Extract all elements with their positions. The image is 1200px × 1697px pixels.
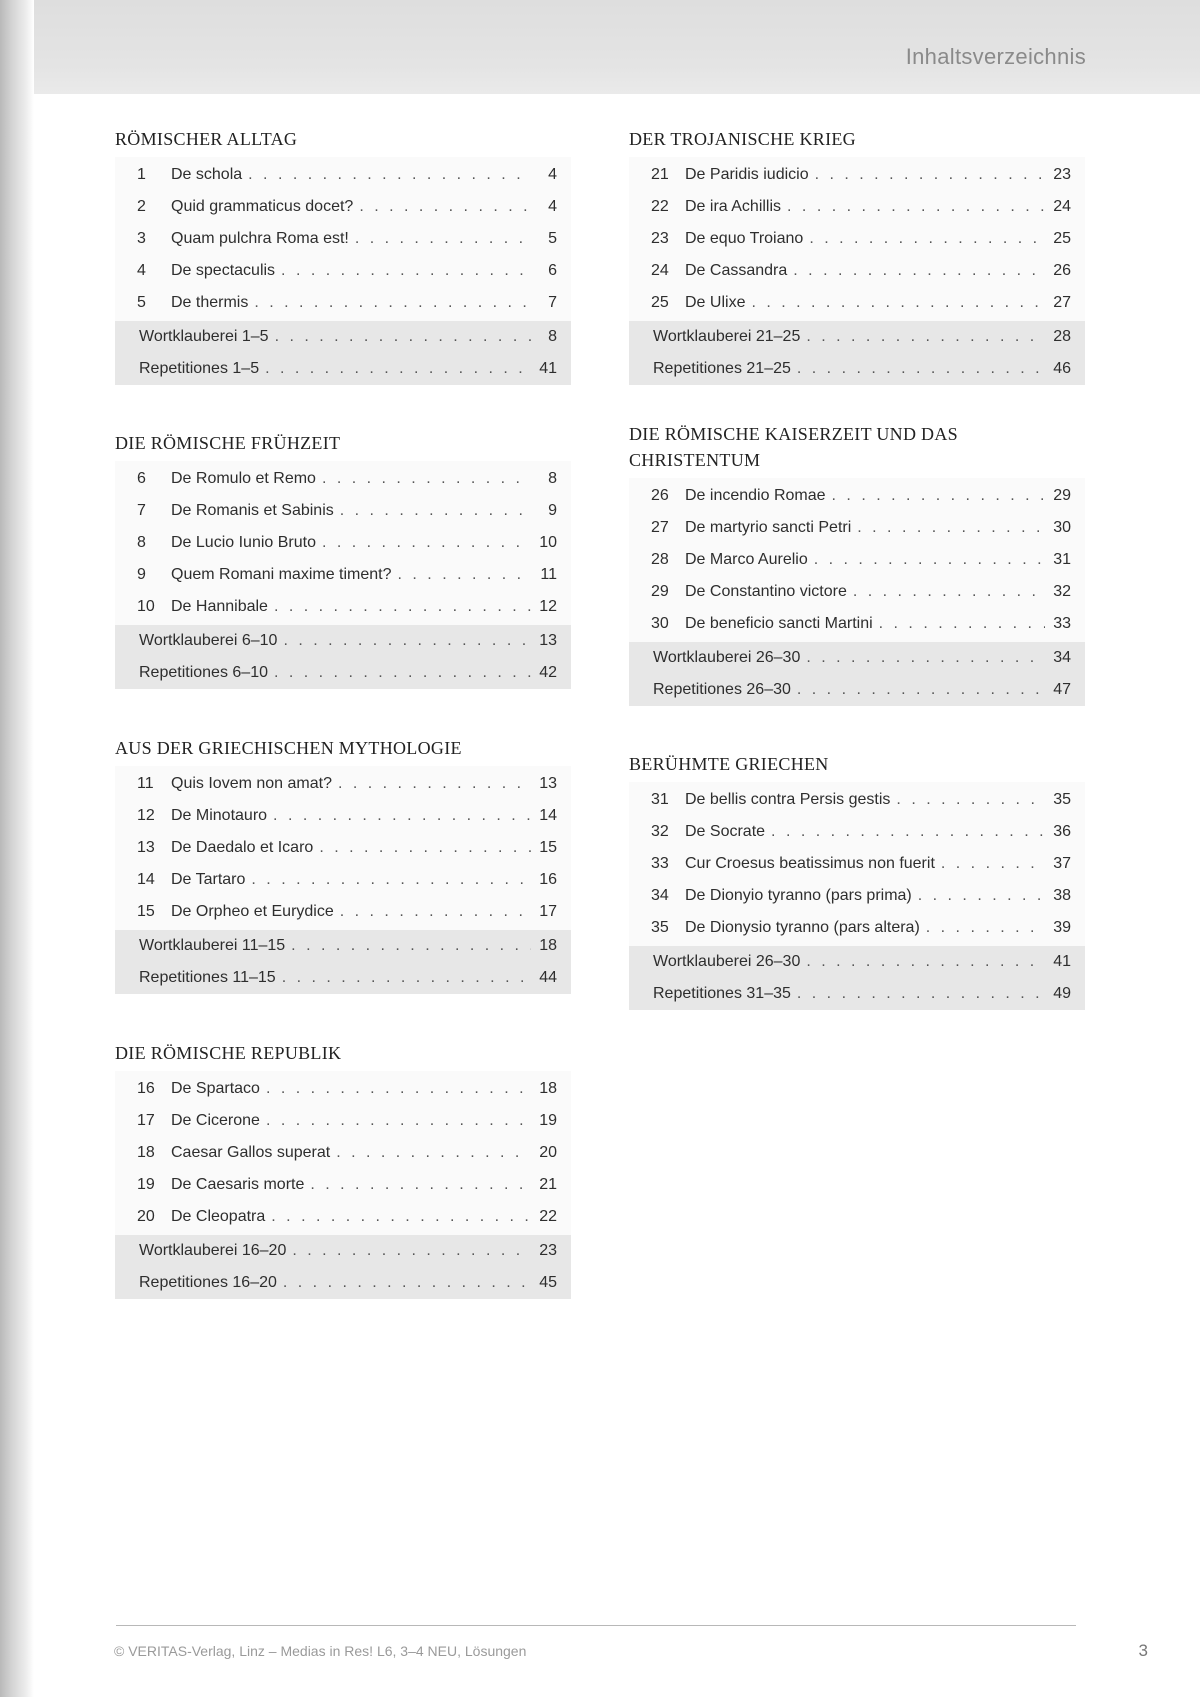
chapter-title: De Daedalo et Icaro <box>171 839 314 856</box>
chapter-list <box>629 478 1085 642</box>
chapter-number: 29 <box>651 583 669 600</box>
page-number: 34 <box>1053 649 1071 666</box>
page-number: 8 <box>548 470 557 487</box>
chapter-number: 8 <box>137 534 146 551</box>
chapter-title: De beneficio sancti Martini <box>685 615 873 632</box>
chapter-number: 13 <box>137 839 155 856</box>
header-title: Inhaltsverzeichnis <box>905 44 1086 69</box>
chapter-number: 16 <box>137 1080 155 1097</box>
dot-leader <box>797 978 1045 1010</box>
page-number: 49 <box>1053 985 1071 1002</box>
chapter-title: De Hannibale <box>171 598 268 615</box>
chapter-title: De Cassandra <box>685 262 788 279</box>
chapter-title: Quis Iovem non amat? <box>171 775 332 792</box>
toc-entry[interactable] <box>629 912 1085 944</box>
toc-entry[interactable] <box>115 1105 571 1137</box>
chapter-number: 28 <box>651 551 669 568</box>
review-list <box>115 930 571 994</box>
chapter-number: 33 <box>651 855 669 872</box>
review-title: Repetitiones 26–30 <box>653 681 791 698</box>
dot-leader <box>814 544 1045 576</box>
toc-entry[interactable] <box>115 1137 571 1169</box>
dot-leader <box>398 559 531 591</box>
toc-entry[interactable] <box>115 159 571 191</box>
dot-leader <box>254 287 531 319</box>
chapter-title: Quam pulchra Roma est! <box>171 230 349 247</box>
toc-section <box>115 430 571 689</box>
chapter-title: De spectaculis <box>171 262 276 279</box>
toc-entry[interactable] <box>115 800 571 832</box>
chapter-number: 32 <box>651 823 669 840</box>
section-box <box>115 1071 571 1299</box>
toc-entry[interactable] <box>629 816 1085 848</box>
toc-review-entry[interactable] <box>115 353 571 385</box>
page-number: 42 <box>539 664 557 681</box>
dot-leader <box>251 864 531 896</box>
page-header <box>34 0 1200 94</box>
dot-leader <box>879 608 1045 640</box>
dot-leader <box>918 880 1045 912</box>
chapter-number: 34 <box>651 887 669 904</box>
dot-leader <box>319 832 531 864</box>
section-title: DER TROJANISCHE KRIEG <box>629 129 856 149</box>
page-number: 31 <box>1053 551 1071 568</box>
chapter-title: Quem Romani maxime timent? <box>171 566 392 583</box>
review-list <box>115 1235 571 1299</box>
chapter-list <box>115 157 571 321</box>
dot-leader <box>275 321 531 353</box>
section-title: DIE RÖMISCHE REPUBLIK <box>115 1043 342 1063</box>
dot-leader <box>291 930 531 962</box>
page-number: 14 <box>539 807 557 824</box>
toc-entry[interactable] <box>115 495 571 527</box>
toc-review-entry[interactable] <box>115 657 571 689</box>
toc-entry[interactable] <box>115 223 571 255</box>
dot-leader <box>787 191 1045 223</box>
page-number: 7 <box>548 294 557 311</box>
toc-entry[interactable] <box>629 287 1085 319</box>
page-number: 16 <box>539 871 557 888</box>
chapter-number: 5 <box>137 294 146 311</box>
chapter-title: De Caesaris morte <box>171 1176 305 1193</box>
dot-leader <box>322 527 531 559</box>
toc-entry[interactable] <box>629 255 1085 287</box>
dot-leader <box>340 896 531 928</box>
page-number: 23 <box>539 1242 557 1259</box>
toc-section <box>629 126 1085 385</box>
toc-entry[interactable] <box>629 544 1085 576</box>
section-box <box>629 478 1085 706</box>
chapter-number: 31 <box>651 791 669 808</box>
page-number: 26 <box>1053 262 1071 279</box>
dot-leader <box>322 463 531 495</box>
toc-entry[interactable] <box>115 527 571 559</box>
chapter-number: 11 <box>137 775 154 792</box>
page-number: 47 <box>1053 681 1071 698</box>
chapter-number: 22 <box>651 198 669 215</box>
footer-copyright: © VERITAS-Verlag, Linz – Medias in Res! L6, 3–4 NEU, Lösungen <box>114 1643 527 1659</box>
review-list <box>115 321 571 385</box>
review-list <box>115 625 571 689</box>
chapter-title: Caesar Gallos superat <box>171 1144 331 1161</box>
chapter-number: 27 <box>651 519 669 536</box>
page-number: 27 <box>1053 294 1071 311</box>
toc-entry[interactable] <box>629 512 1085 544</box>
review-title: Wortklauberei 21–25 <box>653 328 801 345</box>
page-number: 10 <box>539 534 557 551</box>
page-number: 18 <box>539 937 557 954</box>
chapter-number: 14 <box>137 871 155 888</box>
toc-review-entry[interactable] <box>629 674 1085 706</box>
dot-leader <box>274 591 531 623</box>
section-box <box>115 766 571 994</box>
page-number: 37 <box>1053 855 1071 872</box>
section-box <box>629 157 1085 385</box>
dot-leader <box>806 642 1045 674</box>
dot-leader <box>806 946 1045 978</box>
chapter-number: 10 <box>137 598 155 615</box>
toc-review-entry[interactable] <box>629 353 1085 385</box>
toc-review-entry[interactable] <box>629 946 1085 978</box>
review-title: Wortklauberei 6–10 <box>139 632 278 649</box>
chapter-number: 9 <box>137 566 146 583</box>
page-number: 18 <box>539 1080 557 1097</box>
footer-divider <box>116 1625 1076 1626</box>
dot-leader <box>292 1235 531 1267</box>
chapter-title: De martyrio sancti Petri <box>685 519 852 536</box>
toc-entry[interactable] <box>115 287 571 319</box>
chapter-number: 24 <box>651 262 669 279</box>
toc-entry[interactable] <box>115 591 571 623</box>
chapter-title: De Tartaro <box>171 871 246 888</box>
toc-entry[interactable] <box>115 255 571 287</box>
dot-leader <box>359 191 531 223</box>
dot-leader <box>857 512 1045 544</box>
dot-leader <box>896 784 1045 816</box>
page-number: 30 <box>1053 519 1071 536</box>
chapter-number: 26 <box>651 487 669 504</box>
dot-leader <box>797 353 1045 385</box>
chapter-title: De Dionyio tyranno (pars prima) <box>685 887 912 904</box>
chapter-title: Quid grammaticus docet? <box>171 198 354 215</box>
scan-shadow <box>0 0 34 1697</box>
chapter-number: 25 <box>651 294 669 311</box>
dot-leader <box>832 480 1045 512</box>
toc-entry[interactable] <box>115 1169 571 1201</box>
dot-leader <box>273 800 531 832</box>
dot-leader <box>265 353 531 385</box>
toc-entry[interactable] <box>115 832 571 864</box>
toc-entry[interactable] <box>115 864 571 896</box>
page-number: 4 <box>548 166 557 183</box>
toc-entry[interactable] <box>629 576 1085 608</box>
page-number: 46 <box>1053 360 1071 377</box>
page-number: 23 <box>1053 166 1071 183</box>
chapter-title: De Marco Aurelio <box>685 551 808 568</box>
footer-page-number: 3 <box>1138 1641 1148 1660</box>
page-number: 15 <box>539 839 557 856</box>
toc-review-entry[interactable] <box>115 1235 571 1267</box>
dot-leader <box>797 674 1045 706</box>
dot-leader <box>282 962 531 994</box>
dot-leader <box>266 1105 531 1137</box>
toc-review-entry[interactable] <box>115 321 571 353</box>
toc-entry[interactable] <box>115 463 571 495</box>
dot-leader <box>751 287 1045 319</box>
chapter-title: De Paridis iudicio <box>685 166 809 183</box>
chapter-title: De schola <box>171 166 243 183</box>
toc-section <box>115 1040 571 1299</box>
review-list <box>629 321 1085 385</box>
chapter-list <box>115 1071 571 1235</box>
toc-entry[interactable] <box>629 223 1085 255</box>
section-title: AUS DER GRIECHISCHEN MYTHOLOGIE <box>115 738 462 758</box>
chapter-number: 2 <box>137 198 146 215</box>
toc-entry[interactable] <box>115 1073 571 1105</box>
page-number: 35 <box>1053 791 1071 808</box>
toc-entry[interactable] <box>115 1201 571 1233</box>
dot-leader <box>310 1169 531 1201</box>
toc-entry[interactable] <box>629 608 1085 640</box>
chapter-title: De incendio Romae <box>685 487 826 504</box>
section-title: DIE RÖMISCHE FRÜHZEIT <box>115 433 341 453</box>
page-number: 8 <box>548 328 557 345</box>
toc-entry[interactable] <box>629 159 1085 191</box>
page-number: 6 <box>548 262 557 279</box>
page-number: 24 <box>1053 198 1071 215</box>
chapter-number: 35 <box>651 919 669 936</box>
chapter-title: Cur Croesus beatissimus non fuerit <box>685 855 935 872</box>
chapter-number: 18 <box>137 1144 155 1161</box>
dot-leader <box>355 223 531 255</box>
page-number: 19 <box>539 1112 557 1129</box>
dot-leader <box>771 816 1045 848</box>
chapter-title: De thermis <box>171 294 249 311</box>
chapter-list <box>115 461 571 625</box>
review-title: Wortklauberei 11–15 <box>139 937 286 954</box>
review-title: Repetitiones 16–20 <box>139 1274 277 1291</box>
section-box <box>115 461 571 689</box>
dot-leader <box>281 255 531 287</box>
review-title: Repetitiones 21–25 <box>653 360 791 377</box>
chapter-title: De Socrate <box>685 823 766 840</box>
page-number: 41 <box>539 360 557 377</box>
page-number: 17 <box>539 903 557 920</box>
page-number: 9 <box>548 502 557 519</box>
page-number: 11 <box>540 566 557 583</box>
review-title: Repetitiones 31–35 <box>653 985 791 1002</box>
chapter-title: De equo Troiano <box>685 230 804 247</box>
toc-review-entry[interactable] <box>115 625 571 657</box>
dot-leader <box>340 495 531 527</box>
toc-review-entry[interactable] <box>115 962 571 994</box>
toc-review-entry[interactable] <box>629 321 1085 353</box>
toc-review-entry[interactable] <box>115 1267 571 1299</box>
page-number: 44 <box>539 969 557 986</box>
dot-leader <box>793 255 1045 287</box>
dot-leader <box>336 1137 531 1169</box>
toc-entry[interactable] <box>115 896 571 928</box>
toc-review-entry[interactable] <box>629 978 1085 1010</box>
page-number: 20 <box>539 1144 557 1161</box>
chapter-number: 17 <box>137 1112 155 1129</box>
chapter-list <box>629 782 1085 946</box>
toc-entry[interactable] <box>115 559 571 591</box>
review-title: Wortklauberei 1–5 <box>139 328 269 345</box>
dot-leader <box>283 625 531 657</box>
chapter-number: 20 <box>137 1208 155 1225</box>
chapter-title: De ira Achillis <box>685 198 782 215</box>
chapter-number: 1 <box>137 166 146 183</box>
page-number: 13 <box>539 632 557 649</box>
dot-leader <box>248 159 531 191</box>
page-number: 41 <box>1053 953 1071 970</box>
section-title: RÖMISCHER ALLTAG <box>115 129 298 149</box>
dot-leader <box>853 576 1045 608</box>
chapter-number: 30 <box>651 615 669 632</box>
page-number: 36 <box>1053 823 1071 840</box>
page-number: 25 <box>1053 230 1071 247</box>
review-title: Repetitiones 11–15 <box>139 969 276 986</box>
page-number: 33 <box>1053 615 1071 632</box>
chapter-title: De Ulixe <box>685 294 746 311</box>
review-title: Wortklauberei 26–30 <box>653 649 801 666</box>
chapter-title: De Cleopatra <box>171 1208 266 1225</box>
page-number: 38 <box>1053 887 1071 904</box>
chapter-number: 19 <box>137 1176 155 1193</box>
page-number: 29 <box>1053 487 1071 504</box>
dot-leader <box>271 1201 531 1233</box>
dot-leader <box>815 159 1045 191</box>
page-number: 45 <box>539 1274 557 1291</box>
chapter-title: De Constantino victore <box>685 583 847 600</box>
toc-section <box>629 421 1085 706</box>
chapter-number: 15 <box>137 903 155 920</box>
toc-entry[interactable] <box>629 480 1085 512</box>
toc-section <box>115 126 571 385</box>
chapter-title: De Romulo et Remo <box>171 470 316 487</box>
chapter-number: 7 <box>137 502 146 519</box>
page-number: 12 <box>539 598 557 615</box>
toc-entry[interactable] <box>115 191 571 223</box>
page-number: 28 <box>1053 328 1071 345</box>
chapter-title: De Orpheo et Eurydice <box>171 903 334 920</box>
chapter-list <box>115 766 571 930</box>
section-title: DIE RÖMISCHE KAISERZEIT UND DAS CHRISTENTUM <box>629 424 958 470</box>
page-number: 21 <box>539 1176 557 1193</box>
dot-leader <box>338 768 531 800</box>
toc-entry[interactable] <box>115 768 571 800</box>
toc-entry[interactable] <box>629 880 1085 912</box>
dot-leader <box>274 657 531 689</box>
chapter-number: 12 <box>137 807 155 824</box>
chapter-number: 23 <box>651 230 669 247</box>
dot-leader <box>806 321 1045 353</box>
page-number: 39 <box>1053 919 1071 936</box>
chapter-list <box>629 157 1085 321</box>
chapter-number: 6 <box>137 470 146 487</box>
page-number: 5 <box>548 230 557 247</box>
chapter-title: De Spartaco <box>171 1080 260 1097</box>
review-list <box>629 946 1085 1010</box>
toc-section <box>115 735 571 994</box>
review-title: Wortklauberei 16–20 <box>139 1242 287 1259</box>
chapter-number: 4 <box>137 262 146 279</box>
toc-entry[interactable] <box>629 191 1085 223</box>
chapter-title: De Minotauro <box>171 807 268 824</box>
toc-review-entry[interactable] <box>629 642 1085 674</box>
dot-leader <box>941 848 1045 880</box>
dot-leader <box>926 912 1045 944</box>
dot-leader <box>283 1267 531 1299</box>
toc-entry[interactable] <box>629 848 1085 880</box>
review-title: Repetitiones 1–5 <box>139 360 260 377</box>
chapter-title: De Lucio Iunio Bruto <box>171 534 316 551</box>
page-number: 4 <box>548 198 557 215</box>
dot-leader <box>266 1073 531 1105</box>
chapter-number: 21 <box>651 166 669 183</box>
chapter-title: De Dionysio tyranno (pars altera) <box>685 919 920 936</box>
page-number: 13 <box>539 775 557 792</box>
review-list <box>629 642 1085 706</box>
toc-entry[interactable] <box>629 784 1085 816</box>
chapter-title: De bellis contra Persis gestis <box>685 791 891 808</box>
page-number: 32 <box>1053 583 1071 600</box>
chapter-number: 3 <box>137 230 146 247</box>
toc-review-entry[interactable] <box>115 930 571 962</box>
section-box <box>115 157 571 385</box>
review-title: Repetitiones 6–10 <box>139 664 268 681</box>
chapter-title: De Cicerone <box>171 1112 260 1129</box>
review-title: Wortklauberei 26–30 <box>653 953 801 970</box>
chapter-title: De Romanis et Sabinis <box>171 502 334 519</box>
page-number: 22 <box>539 1208 557 1225</box>
section-box <box>629 782 1085 1010</box>
section-title: BERÜHMTE GRIECHEN <box>629 754 829 774</box>
toc-section <box>629 751 1085 1010</box>
dot-leader <box>809 223 1045 255</box>
